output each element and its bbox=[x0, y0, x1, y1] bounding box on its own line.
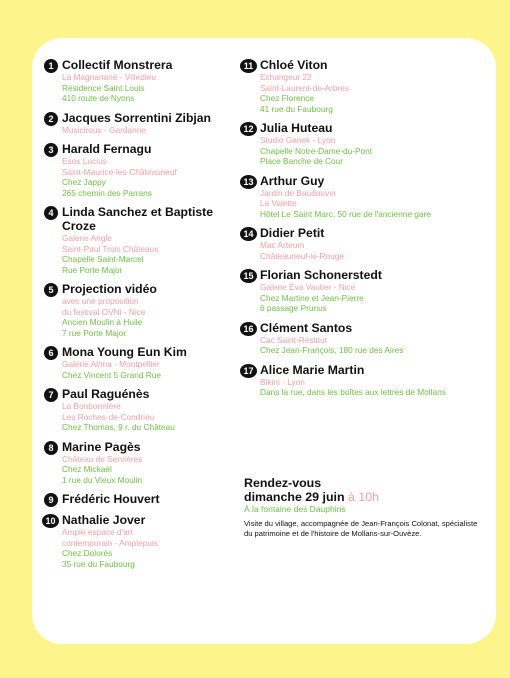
venue-origin-line: Studio Ganek - Lyon bbox=[260, 135, 336, 145]
artist-entry bbox=[44, 282, 244, 338]
location-line: 265 chemin des Parrans bbox=[62, 187, 152, 198]
location-line: Chez Jappy bbox=[62, 177, 106, 187]
rendezvous-block bbox=[244, 476, 484, 539]
entry-number-badge: 16 bbox=[240, 322, 257, 336]
artist-name: Harald Fernagu bbox=[62, 142, 152, 156]
location-line: 6 passage Prunus bbox=[260, 303, 327, 313]
entry-number-badge: 4 bbox=[44, 206, 58, 220]
venue-origin-line: Mac Arteum bbox=[260, 240, 305, 250]
venue-origin-line: avec une proposition bbox=[62, 296, 139, 306]
entry-number-badge: 2 bbox=[44, 112, 58, 126]
venue-origin-line: Bikini - Lyon bbox=[260, 376, 305, 387]
artist-name: Paul Raguénès bbox=[62, 387, 150, 401]
venue-origin-line: contemporain - Amplepuis bbox=[62, 537, 158, 548]
entry-number-badge: 8 bbox=[44, 441, 58, 455]
artist-name: Mona Young Eun Kim bbox=[62, 345, 187, 359]
entry-number-badge: 15 bbox=[240, 269, 257, 283]
artist-entry bbox=[44, 345, 244, 380]
location-line: Résidence Saint Louis bbox=[62, 82, 145, 93]
location-line: Chapelle Notre-Dame-du-Pont bbox=[260, 145, 373, 156]
rendezvous-datetime bbox=[244, 490, 484, 504]
location-line: Place Banche de Cour bbox=[260, 156, 344, 166]
artist-name: Clément Santos bbox=[260, 320, 353, 335]
artist-name: Julia Huteau bbox=[260, 121, 333, 135]
artist-name: Marine Pagès bbox=[62, 439, 141, 454]
artist-name: Projection vidéo bbox=[62, 282, 157, 296]
location-line: Hôtel Le Saint Marc, 50 rue de l'ancienne gare bbox=[260, 208, 431, 219]
artist-entry bbox=[242, 363, 492, 398]
artist-name: Florian Schonerstedt bbox=[260, 268, 382, 282]
artist-entry bbox=[44, 142, 244, 198]
artist-name: Collectif Monstrera bbox=[62, 58, 173, 72]
artist-entry bbox=[44, 111, 244, 136]
venue-origin-line: Les Roches-de-Condrieu bbox=[62, 411, 155, 422]
venue-origin-line: Saint-Laurent-de-Arbres bbox=[260, 82, 350, 93]
artist-entry bbox=[44, 58, 244, 104]
venue-origin-line: du festival OVNi - Nice bbox=[62, 306, 146, 317]
artist-entry bbox=[242, 174, 492, 220]
rendezvous-time: à 10h bbox=[347, 490, 379, 504]
artist-entry bbox=[44, 492, 244, 506]
venue-origin-line: Château de Servières bbox=[62, 453, 143, 464]
location-line: Chez Jean-François, 180 rue des Aires bbox=[260, 345, 404, 355]
entry-number-badge: 1 bbox=[44, 59, 58, 73]
program-card bbox=[32, 38, 496, 644]
location-line: Chez Florence bbox=[260, 93, 314, 103]
location-line: Chapelle Saint-Marcel bbox=[62, 254, 144, 264]
artist-entry bbox=[44, 205, 244, 275]
venue-origin-line: La Bonbonnière bbox=[62, 401, 121, 411]
artist-name: Arthur Guy bbox=[260, 173, 325, 188]
program-left-column bbox=[44, 58, 244, 576]
location-line: Rue Porte Major bbox=[62, 264, 123, 275]
venue-origin-line: Echangeur 22 bbox=[260, 72, 312, 82]
artist-name: Nathalie Jover bbox=[62, 513, 146, 527]
rendezvous-title: Rendez-vous bbox=[244, 476, 322, 490]
location-line: Chez Thomas, 9 r. du Château bbox=[62, 422, 175, 432]
location-line: 35 rue du Faubourg bbox=[62, 558, 135, 569]
entry-number-badge: 14 bbox=[240, 227, 257, 241]
entry-number-badge: 12 bbox=[240, 122, 257, 136]
location-line: 410 route de Nyons bbox=[62, 93, 135, 103]
artist-name: Jacques Sorrentini Zibjan bbox=[62, 110, 211, 125]
artist-entry bbox=[44, 440, 244, 486]
artist-entry bbox=[242, 226, 492, 261]
venue-origin-line: La Magnanarié - Villedieu bbox=[62, 72, 156, 82]
artist-entry bbox=[242, 58, 492, 114]
artist-entry bbox=[44, 387, 244, 433]
artist-name: Frédéric Houvert bbox=[62, 492, 160, 506]
artist-name: Didier Petit bbox=[260, 226, 325, 240]
venue-origin-line: Galerie Éva Vautier - Nice bbox=[260, 282, 356, 292]
artist-entry bbox=[242, 121, 492, 167]
artist-entry bbox=[242, 321, 492, 356]
entry-number-badge: 10 bbox=[42, 514, 59, 528]
rendezvous-place: À la fontaine des Dauphins bbox=[244, 504, 346, 514]
artist-name: Linda Sanchez et Baptiste Croze bbox=[62, 205, 214, 233]
artist-entry bbox=[44, 513, 244, 569]
rendezvous-date: dimanche 29 juin bbox=[244, 490, 345, 504]
location-line: Dans la rue, dans les boîtes aux lettres de Mollans bbox=[260, 387, 446, 397]
location-line: Chez Mickaël bbox=[62, 464, 112, 474]
program-right-column bbox=[242, 58, 492, 405]
location-line: Ancien Moulin à Huile bbox=[62, 317, 143, 327]
entry-number-badge: 7 bbox=[44, 388, 58, 402]
artist-name: Alice Marie Martin bbox=[260, 362, 365, 377]
location-line: 7 rue Porte Major bbox=[62, 327, 127, 338]
artist-entry bbox=[242, 268, 492, 314]
location-line: Chez Vincent 5 Grand Rue bbox=[62, 369, 162, 380]
venue-origin-line: Musicirous - Gardanne bbox=[62, 124, 146, 135]
venue-origin-line: Esox Lucius bbox=[62, 156, 107, 166]
entry-number-badge: 11 bbox=[240, 59, 257, 73]
entry-number-badge: 9 bbox=[44, 493, 58, 507]
entry-number-badge: 6 bbox=[44, 346, 58, 360]
location-line: 41 rue du Faubourg bbox=[260, 103, 333, 114]
rendezvous-description: Visite du village, accompagnée de Jean-François Colonat, spécialiste du patrimoine et de l'histoire de Mollans-sur-Ouvèze. bbox=[244, 519, 478, 538]
venue-origin-line: Saint-Paul Trois Châteaux bbox=[62, 243, 159, 254]
venue-origin-line: Jardin de Baudouvin bbox=[260, 187, 336, 198]
venue-origin-line: Galerie Angle bbox=[62, 233, 112, 243]
entry-number-badge: 17 bbox=[240, 364, 257, 378]
entry-number-badge: 5 bbox=[44, 283, 58, 297]
venue-origin-line: La Valette bbox=[260, 198, 297, 208]
entry-number-badge: 3 bbox=[44, 143, 58, 157]
venue-origin-line: Ample espace d'art bbox=[62, 527, 133, 537]
location-line: Chez Dolorès bbox=[62, 548, 113, 558]
location-line: 1 rue du Vieux Moulin bbox=[62, 474, 143, 485]
location-line: Chez Martine et Jean-Pierre bbox=[260, 292, 364, 303]
venue-origin-line: Châteauneuf-le-Rouge bbox=[260, 250, 344, 261]
entry-number-badge: 13 bbox=[240, 175, 257, 189]
artist-name: Chloé Viton bbox=[260, 58, 328, 72]
venue-origin-line: Galerie Al/ma - Montpellier bbox=[62, 359, 160, 369]
venue-origin-line: Saint-Maurice-les-Châteauneuf bbox=[62, 166, 177, 177]
venue-origin-line: Cac Saint-Restitut bbox=[260, 334, 327, 345]
